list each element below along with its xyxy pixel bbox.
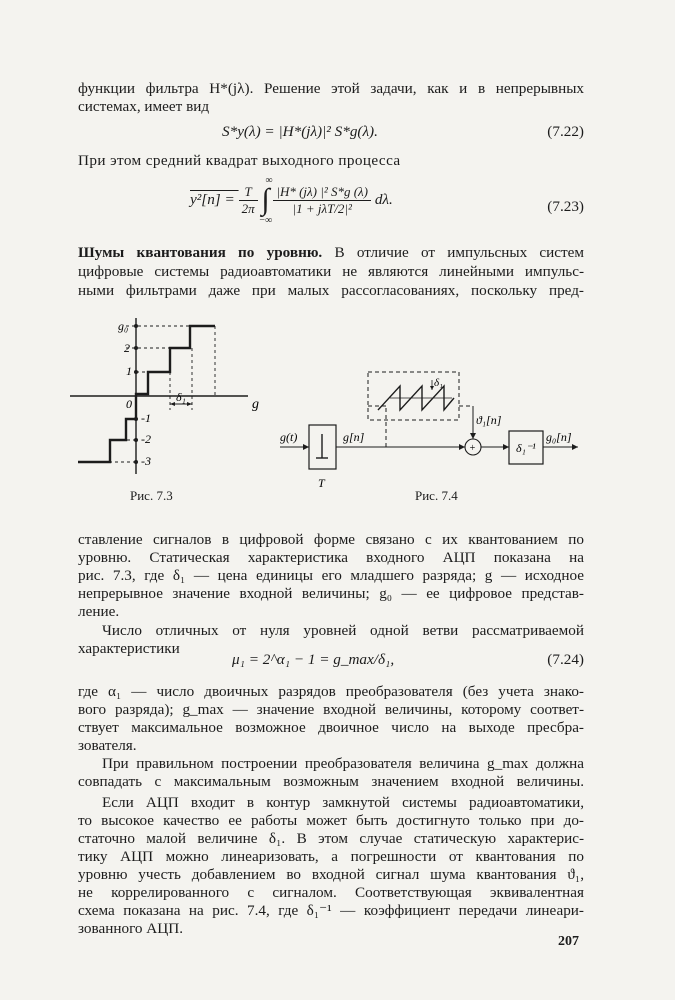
text-line: совпадать с максимальным возможным значением входной величины. bbox=[78, 773, 584, 790]
text-line: ными фильтрами даже при малых рассогласованиях, поскольку пред- bbox=[78, 282, 584, 299]
text-line: вого разряда); g_max — значение входной величины, которому соответ- bbox=[78, 701, 584, 718]
figure-7-4-caption: Рис. 7.4 bbox=[415, 488, 458, 503]
equation-number: (7.23) bbox=[547, 198, 584, 215]
text-line: Число отличных от нуля уровней одной ветви рассматриваемой bbox=[102, 622, 584, 639]
equation-7-24: μ₁ = 2^α₁ − 1 = g_max/δ₁, bbox=[232, 651, 395, 668]
section-heading: Шумы квантования по уровню. bbox=[78, 244, 323, 261]
text-line: статочно малой величине δ₁. В этом случае статическую характерис- bbox=[78, 830, 584, 847]
text-line: то высокое качество ее работы может быть достигнуто только при до- bbox=[78, 812, 584, 829]
heading-continuation: В отличие от импульсных систем bbox=[322, 244, 585, 261]
fig74-block-gain: δ₁⁻¹ bbox=[516, 441, 536, 455]
figure-7-3-caption: Рис. 7.3 bbox=[130, 488, 173, 503]
fig74-label-gn: g[n] bbox=[343, 430, 365, 444]
fig73-tick-0: 0 bbox=[126, 397, 132, 411]
text-line: ствует максимальное возможное двоичное число на выходе пресбра- bbox=[78, 719, 584, 736]
fig73-label-g: g bbox=[252, 397, 259, 412]
text-line: уровню учесть добавлением во входной сигнал шума квантования ϑ₁, bbox=[78, 866, 584, 883]
eq-lhs: y²[n] = bbox=[190, 191, 239, 208]
text-line: непрерывное значение входной величины; g₀ — ее цифровое представ- bbox=[78, 585, 584, 602]
fig73-tick-m3: -3 bbox=[141, 454, 151, 468]
fig73-tick-1: 1 bbox=[126, 364, 132, 378]
eq-tail: dλ. bbox=[374, 191, 393, 208]
fig74-label-T: T bbox=[318, 476, 325, 490]
text-line: Если АЦП входит в контур замкнутой системы радиоавтоматики, bbox=[102, 794, 584, 811]
text-line: ление. bbox=[78, 603, 120, 620]
fig74-label-gt: g(t) bbox=[280, 430, 298, 444]
eq-coef-fraction bbox=[239, 184, 258, 217]
fig73-label-delta: δ₁ bbox=[176, 390, 186, 404]
equation-7-22: S*y(λ) = |H*(jλ)|² S*g(λ). bbox=[222, 123, 378, 140]
fig74-label-g0n: g₀[n] bbox=[546, 430, 572, 444]
fig73-tick-2: 2 bbox=[124, 341, 130, 355]
equation-number: (7.24) bbox=[547, 651, 584, 668]
text-line: характеристики bbox=[78, 640, 180, 657]
eq-integrand-num: |H* (jλ) |² S*g (λ) bbox=[273, 184, 371, 201]
section-heading-line bbox=[78, 244, 584, 262]
eq-coef-den: 2π bbox=[241, 200, 255, 216]
figure-7-3-quantizer-characteristic bbox=[70, 312, 280, 484]
text-line: цифровые системы радиоавтоматики не являются линейными импульс- bbox=[78, 263, 584, 280]
text-line: зованного АЦП. bbox=[78, 920, 184, 937]
text-line: При этом средний квадрат выходного процесса bbox=[78, 152, 401, 169]
text-line: зователя. bbox=[78, 737, 137, 754]
text-line: тику АЦП можно линеаризовать, а погрешности от квантования по bbox=[78, 848, 584, 865]
text-line: уровню. Статическая характеристика входного АЦП показана на bbox=[78, 549, 584, 566]
text-line: схема показана на рис. 7.4, где δ₁⁻¹ — коэффициент передачи линеари- bbox=[78, 902, 584, 919]
fig74-summator-plus: + bbox=[469, 443, 476, 454]
eq-integrand-fraction bbox=[273, 184, 371, 217]
equation-7-23 bbox=[190, 175, 393, 229]
fig73-tick-m1: -1 bbox=[141, 411, 151, 425]
integral-sign: ∫ ∞ −∞ bbox=[259, 175, 273, 226]
fig73-label-g0: g₀ bbox=[118, 319, 129, 333]
fig74-label-delta: δ₁ bbox=[434, 377, 443, 389]
figure-7-4-equivalent-scheme bbox=[280, 362, 580, 492]
text-line: не коррелированного с сигналом. Соответствующая эквивалентная bbox=[78, 884, 584, 901]
text-line: системах, имеет вид bbox=[78, 98, 210, 115]
eq-coef-num: T bbox=[239, 184, 258, 201]
equation-number: (7.22) bbox=[547, 123, 584, 140]
lower-limit: −∞ bbox=[259, 215, 273, 226]
fig73-tick-m2: -2 bbox=[141, 432, 151, 446]
text-line: ставление сигналов в цифровой форме связано с их квантованием по bbox=[78, 531, 584, 548]
eq-integrand-den: |1 + jλT/2|² bbox=[292, 200, 352, 216]
text-line: рис. 7.3, где δ₁ — цена единицы его младшего разряда; g — исходное bbox=[78, 567, 584, 584]
upper-limit: ∞ bbox=[265, 175, 273, 186]
text-line: функции фильтра H*(jλ). Решение этой задачи, как и в непрерывных bbox=[78, 80, 584, 97]
text-line: При правильном построении преобразователя величина g_max должна bbox=[102, 755, 584, 772]
page-number: 207 bbox=[558, 934, 579, 949]
fig74-label-theta: ϑ₁[n] bbox=[476, 413, 502, 427]
text-line: где α₁ — число двоичных разрядов преобразователя (без учета знако- bbox=[78, 683, 584, 700]
